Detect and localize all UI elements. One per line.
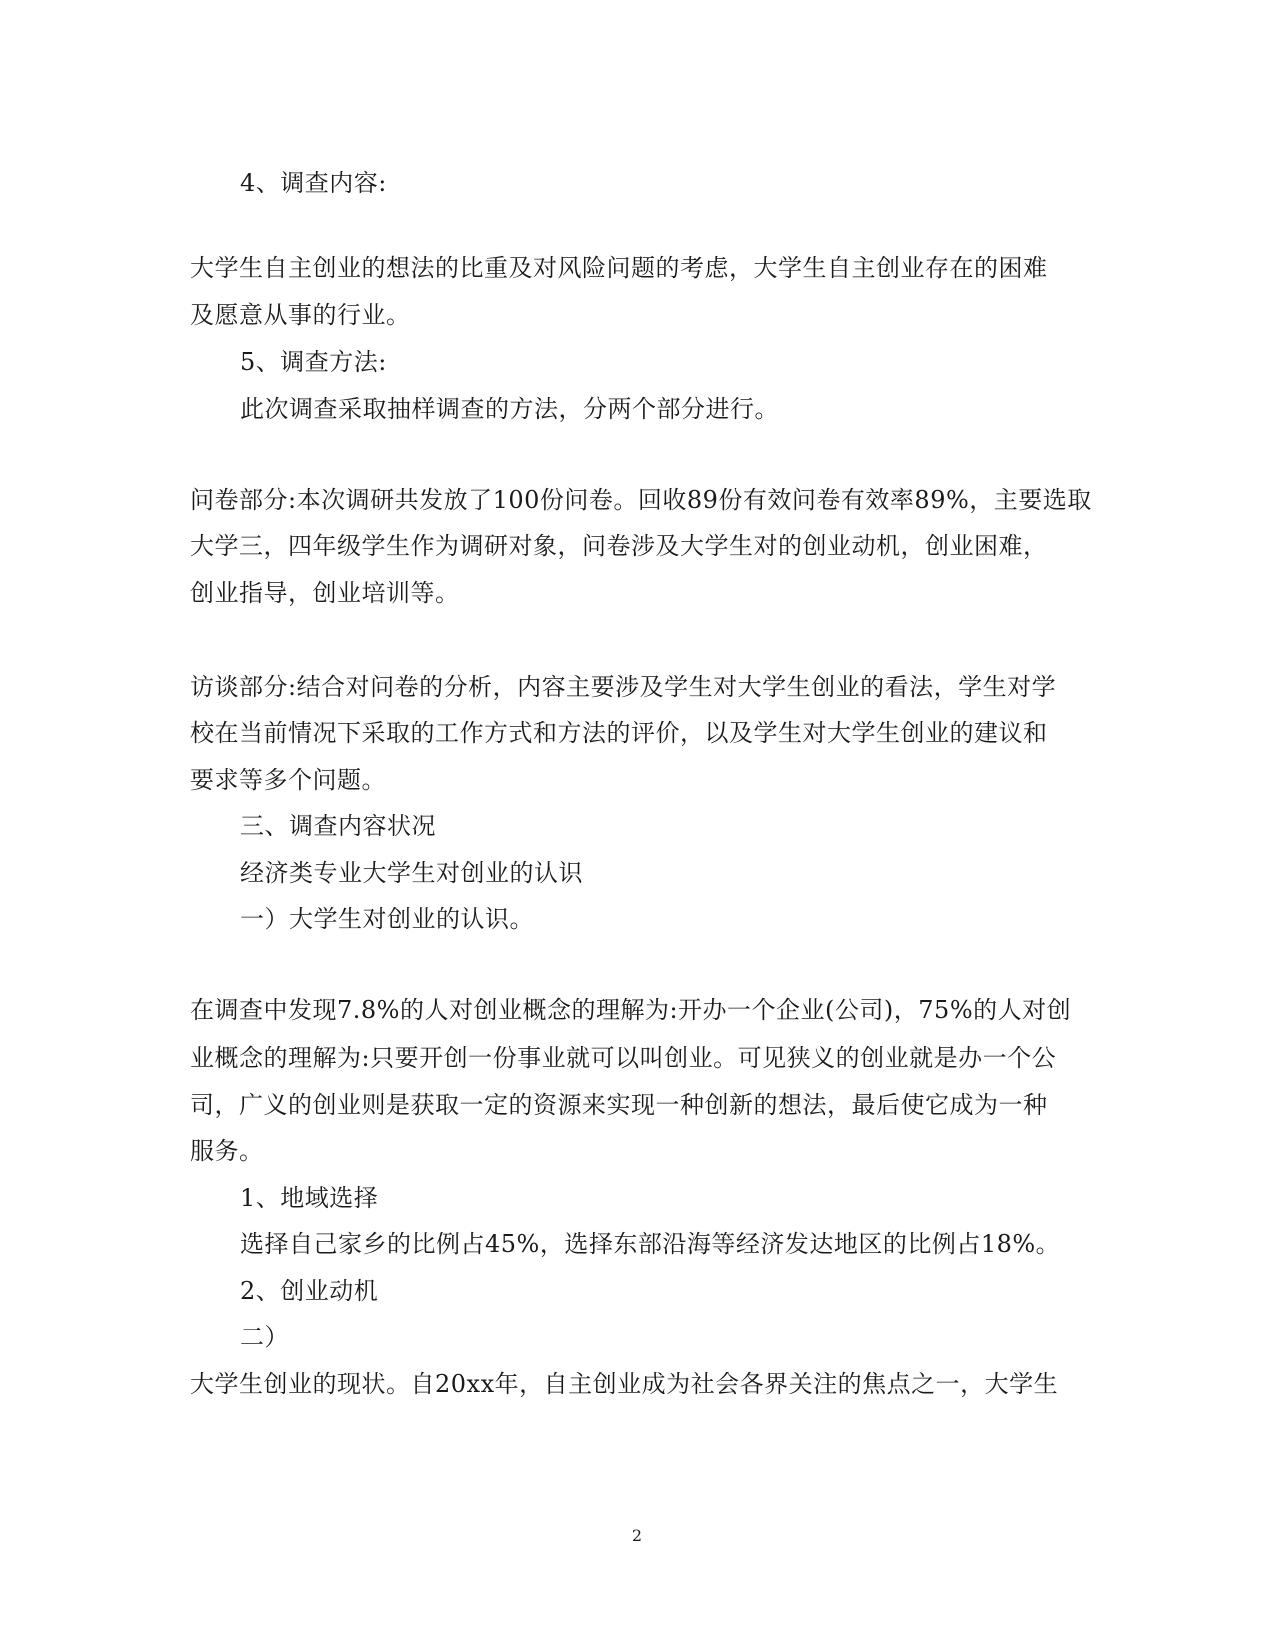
paragraph-line: 校在当前情况下采取的工作方式和方法的评价，以及学生对大学生创业的建议和	[190, 719, 1048, 747]
page-number: 2	[631, 1526, 643, 1545]
paragraph-line: 大学三，四年级学生作为调研对象，问卷涉及大学生对的创业动机，创业困难，	[190, 532, 1048, 560]
paragraph-line: 访谈部分:结合对问卷的分析，内容主要涉及学生对大学生创业的看法，学生对学	[190, 673, 1057, 701]
paragraph-line: 大学生创业的现状。自20xx年，自主创业成为社会各界关注的焦点之一，大学生	[190, 1370, 1059, 1398]
paragraph-line: 要求等多个问题。	[190, 766, 386, 794]
paragraph-line: 及愿意从事的行业。	[190, 301, 411, 329]
subheading: 二）	[240, 1323, 289, 1351]
subheading: 经济类专业大学生对创业的认识	[240, 859, 583, 887]
paragraph-line: 问卷部分:本次调研共发放了100份问卷。回收89份有效问卷有效率89%，主要选取	[190, 486, 1092, 514]
paragraph-line: 选择自己家乡的比例占45%，选择东部沿海等经济发达地区的比例占18%。	[240, 1230, 1061, 1258]
paragraph-line: 创业指导，创业培训等。	[190, 579, 460, 607]
paragraph-line: 服务。	[190, 1137, 264, 1165]
paragraph-line: 在调查中发现7.8%的人对创业概念的理解为:开办一个企业(公司)，75%的人对创	[190, 996, 1072, 1024]
section-heading: 三、调查内容状况	[240, 812, 436, 840]
paragraph-line: 业概念的理解为:只要开创一份事业就可以叫创业。可见狭义的创业就是办一个公	[190, 1044, 1057, 1072]
paragraph-line: 司，广义的创业则是获取一定的资源来实现一种创新的想法，最后使它成为一种	[190, 1091, 1048, 1119]
subheading: 1、地域选择	[240, 1184, 379, 1212]
heading-survey-method: 5、调查方法:	[240, 348, 387, 376]
heading-survey-content: 4、调查内容:	[240, 169, 387, 197]
paragraph-line: 大学生自主创业的想法的比重及对风险问题的考虑，大学生自主创业存在的困难	[190, 254, 1048, 282]
subheading: 2、创业动机	[240, 1277, 379, 1305]
subheading: 一）大学生对创业的认识。	[240, 905, 534, 933]
paragraph-line: 此次调查采取抽样调查的方法，分两个部分进行。	[240, 395, 779, 423]
